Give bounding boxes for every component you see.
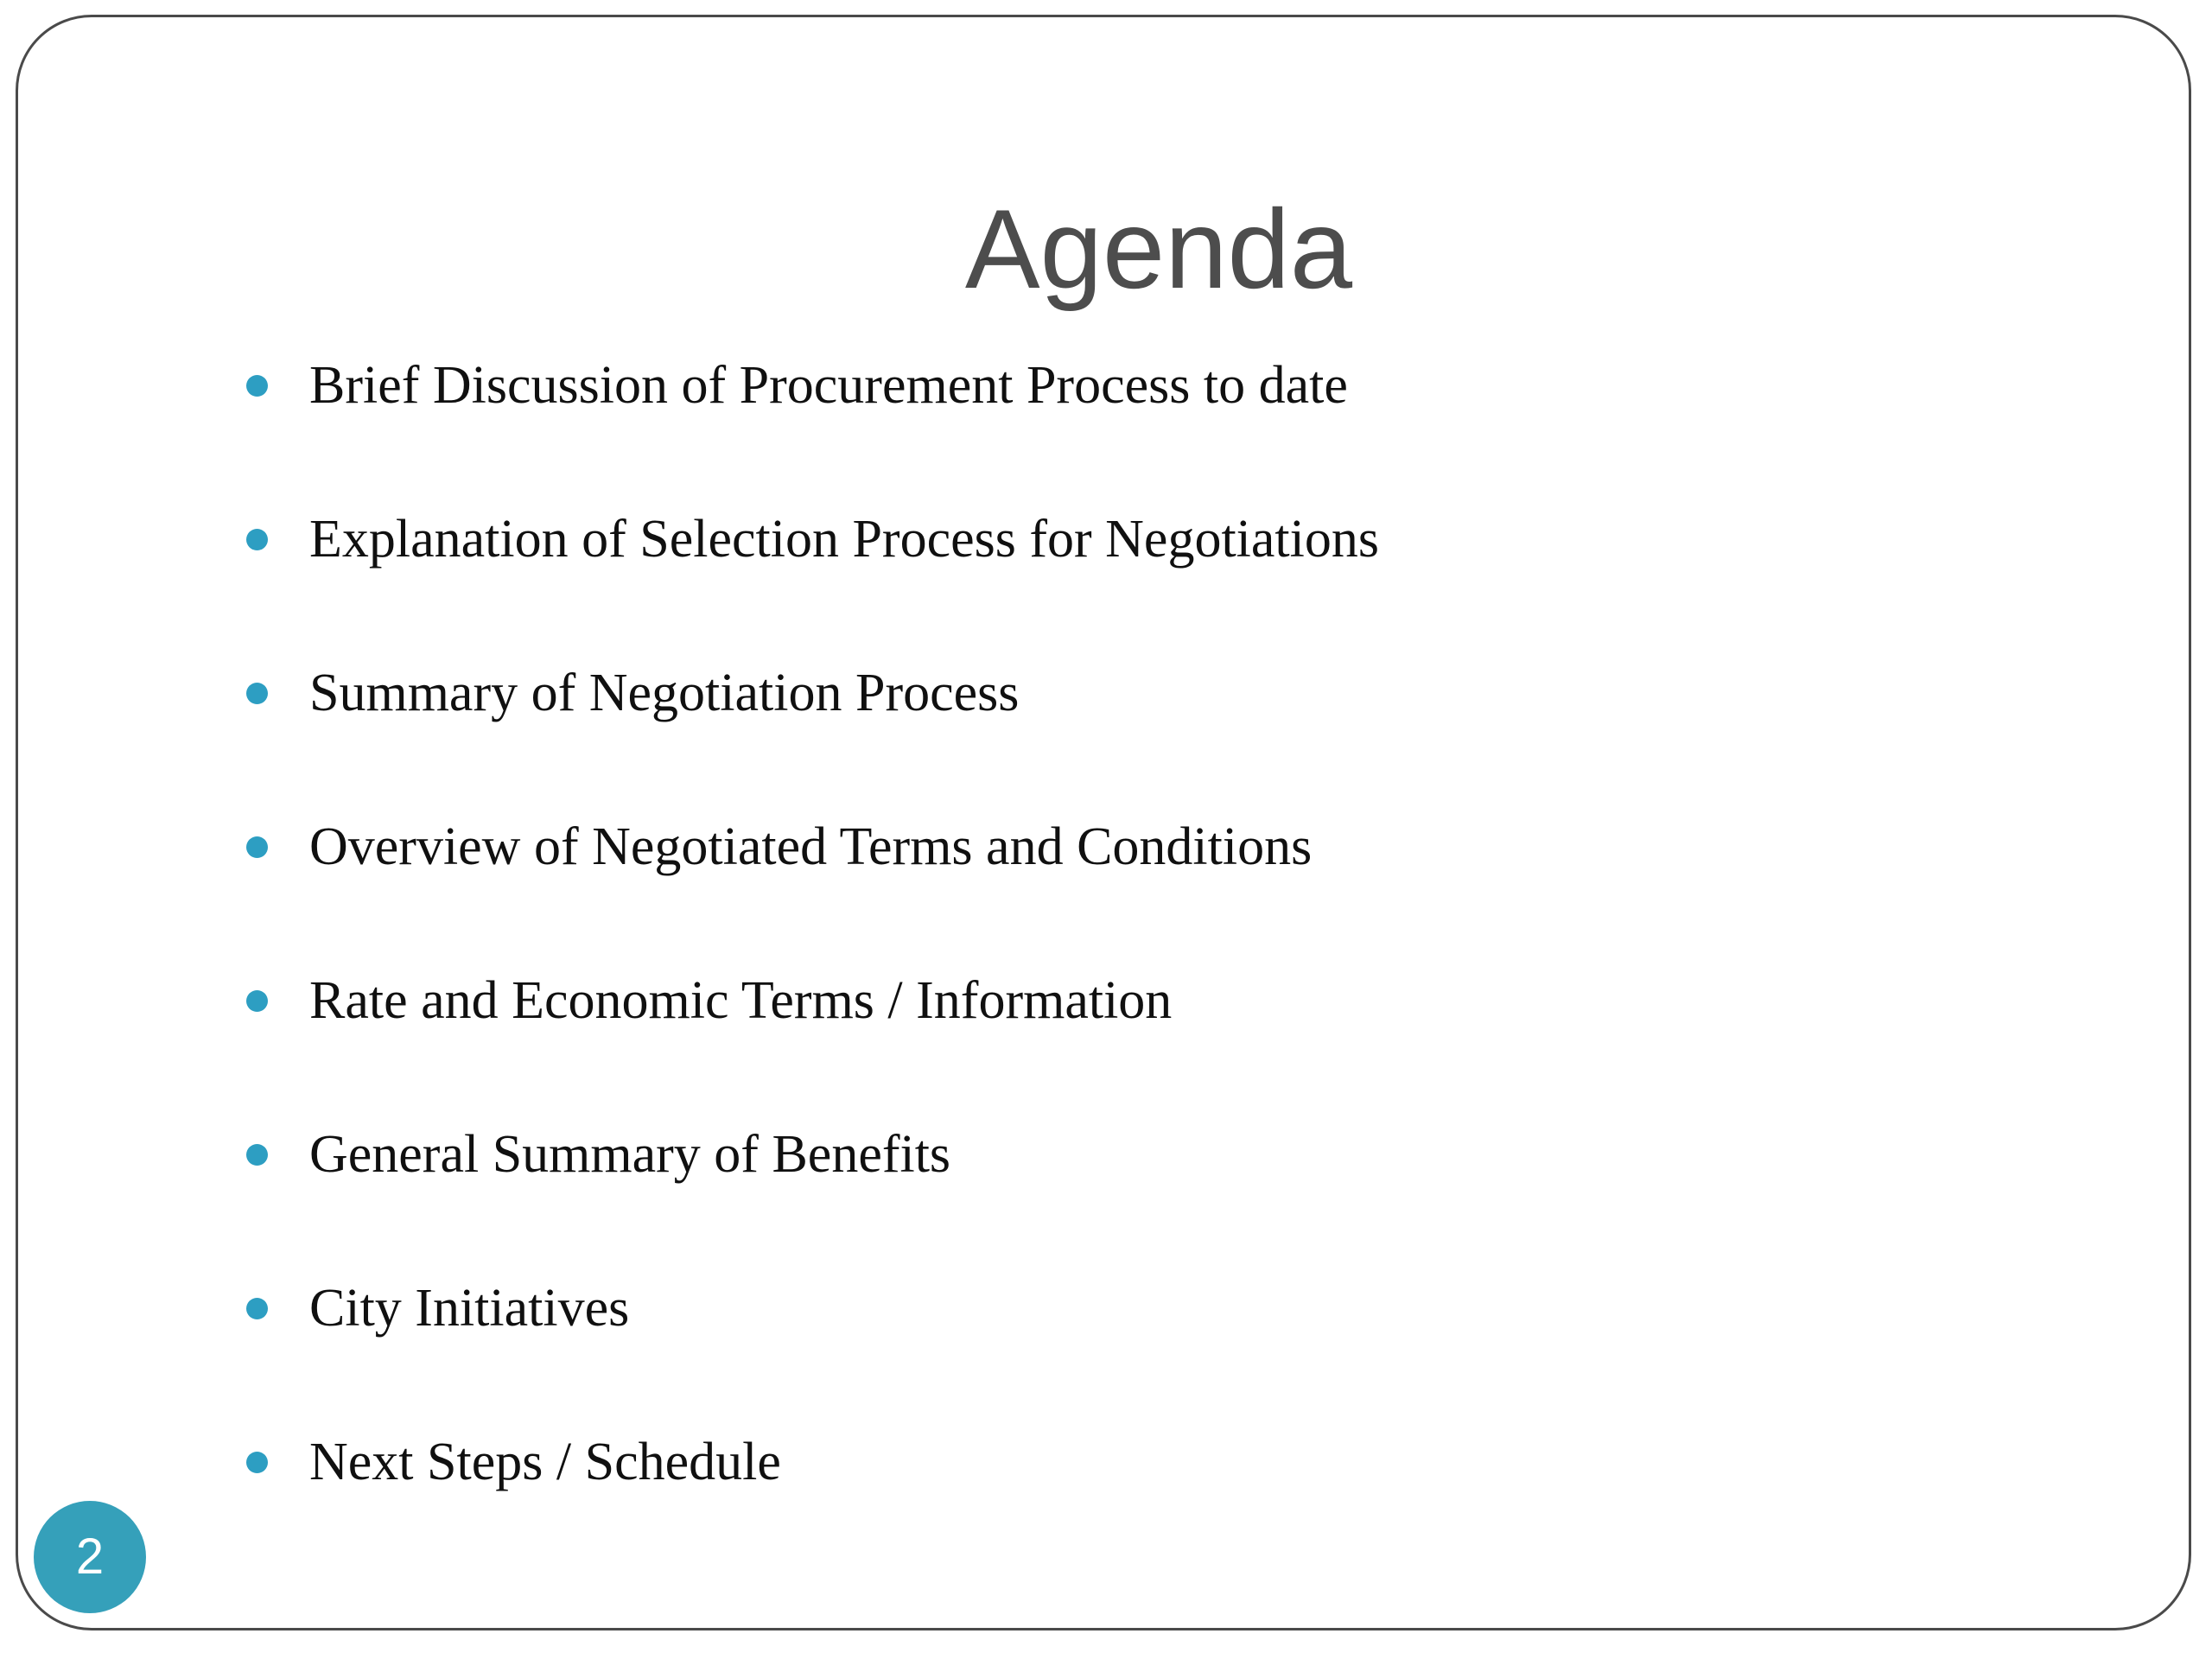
list-item — [246, 308, 1379, 462]
page-number: 2 — [75, 1529, 105, 1585]
page-title: Agenda — [964, 186, 1353, 312]
list-item-label: City Initiatives — [309, 1278, 630, 1338]
bullet-icon — [246, 1144, 268, 1166]
list-item-label: Overview of Negotiated Terms and Conditions — [309, 817, 1313, 876]
agenda-list — [246, 308, 1379, 1539]
bullet-icon — [246, 1298, 268, 1319]
list-item-label: Rate and Economic Terms / Information — [309, 970, 1173, 1030]
bullet-icon — [246, 683, 268, 704]
list-item-label: General Summary of Benefits — [309, 1124, 951, 1184]
page-number-badge — [34, 1501, 146, 1613]
list-item — [246, 1385, 1379, 1539]
list-item — [246, 770, 1379, 924]
bullet-icon — [246, 836, 268, 858]
list-item — [246, 1231, 1379, 1385]
list-item-label: Summary of Negotiation Process — [309, 663, 1020, 722]
list-item-label: Brief Discussion of Procurement Process to date — [309, 355, 1348, 415]
bullet-icon — [246, 990, 268, 1012]
list-item — [246, 1077, 1379, 1231]
list-item — [246, 616, 1379, 770]
list-item — [246, 462, 1379, 616]
list-item-label: Next Steps / Schedule — [309, 1432, 781, 1491]
list-item-label: Explanation of Selection Process for Negotiations — [309, 509, 1380, 569]
bullet-icon — [246, 375, 268, 397]
bullet-icon — [246, 1452, 268, 1473]
bullet-icon — [246, 529, 268, 550]
list-item — [246, 924, 1379, 1077]
